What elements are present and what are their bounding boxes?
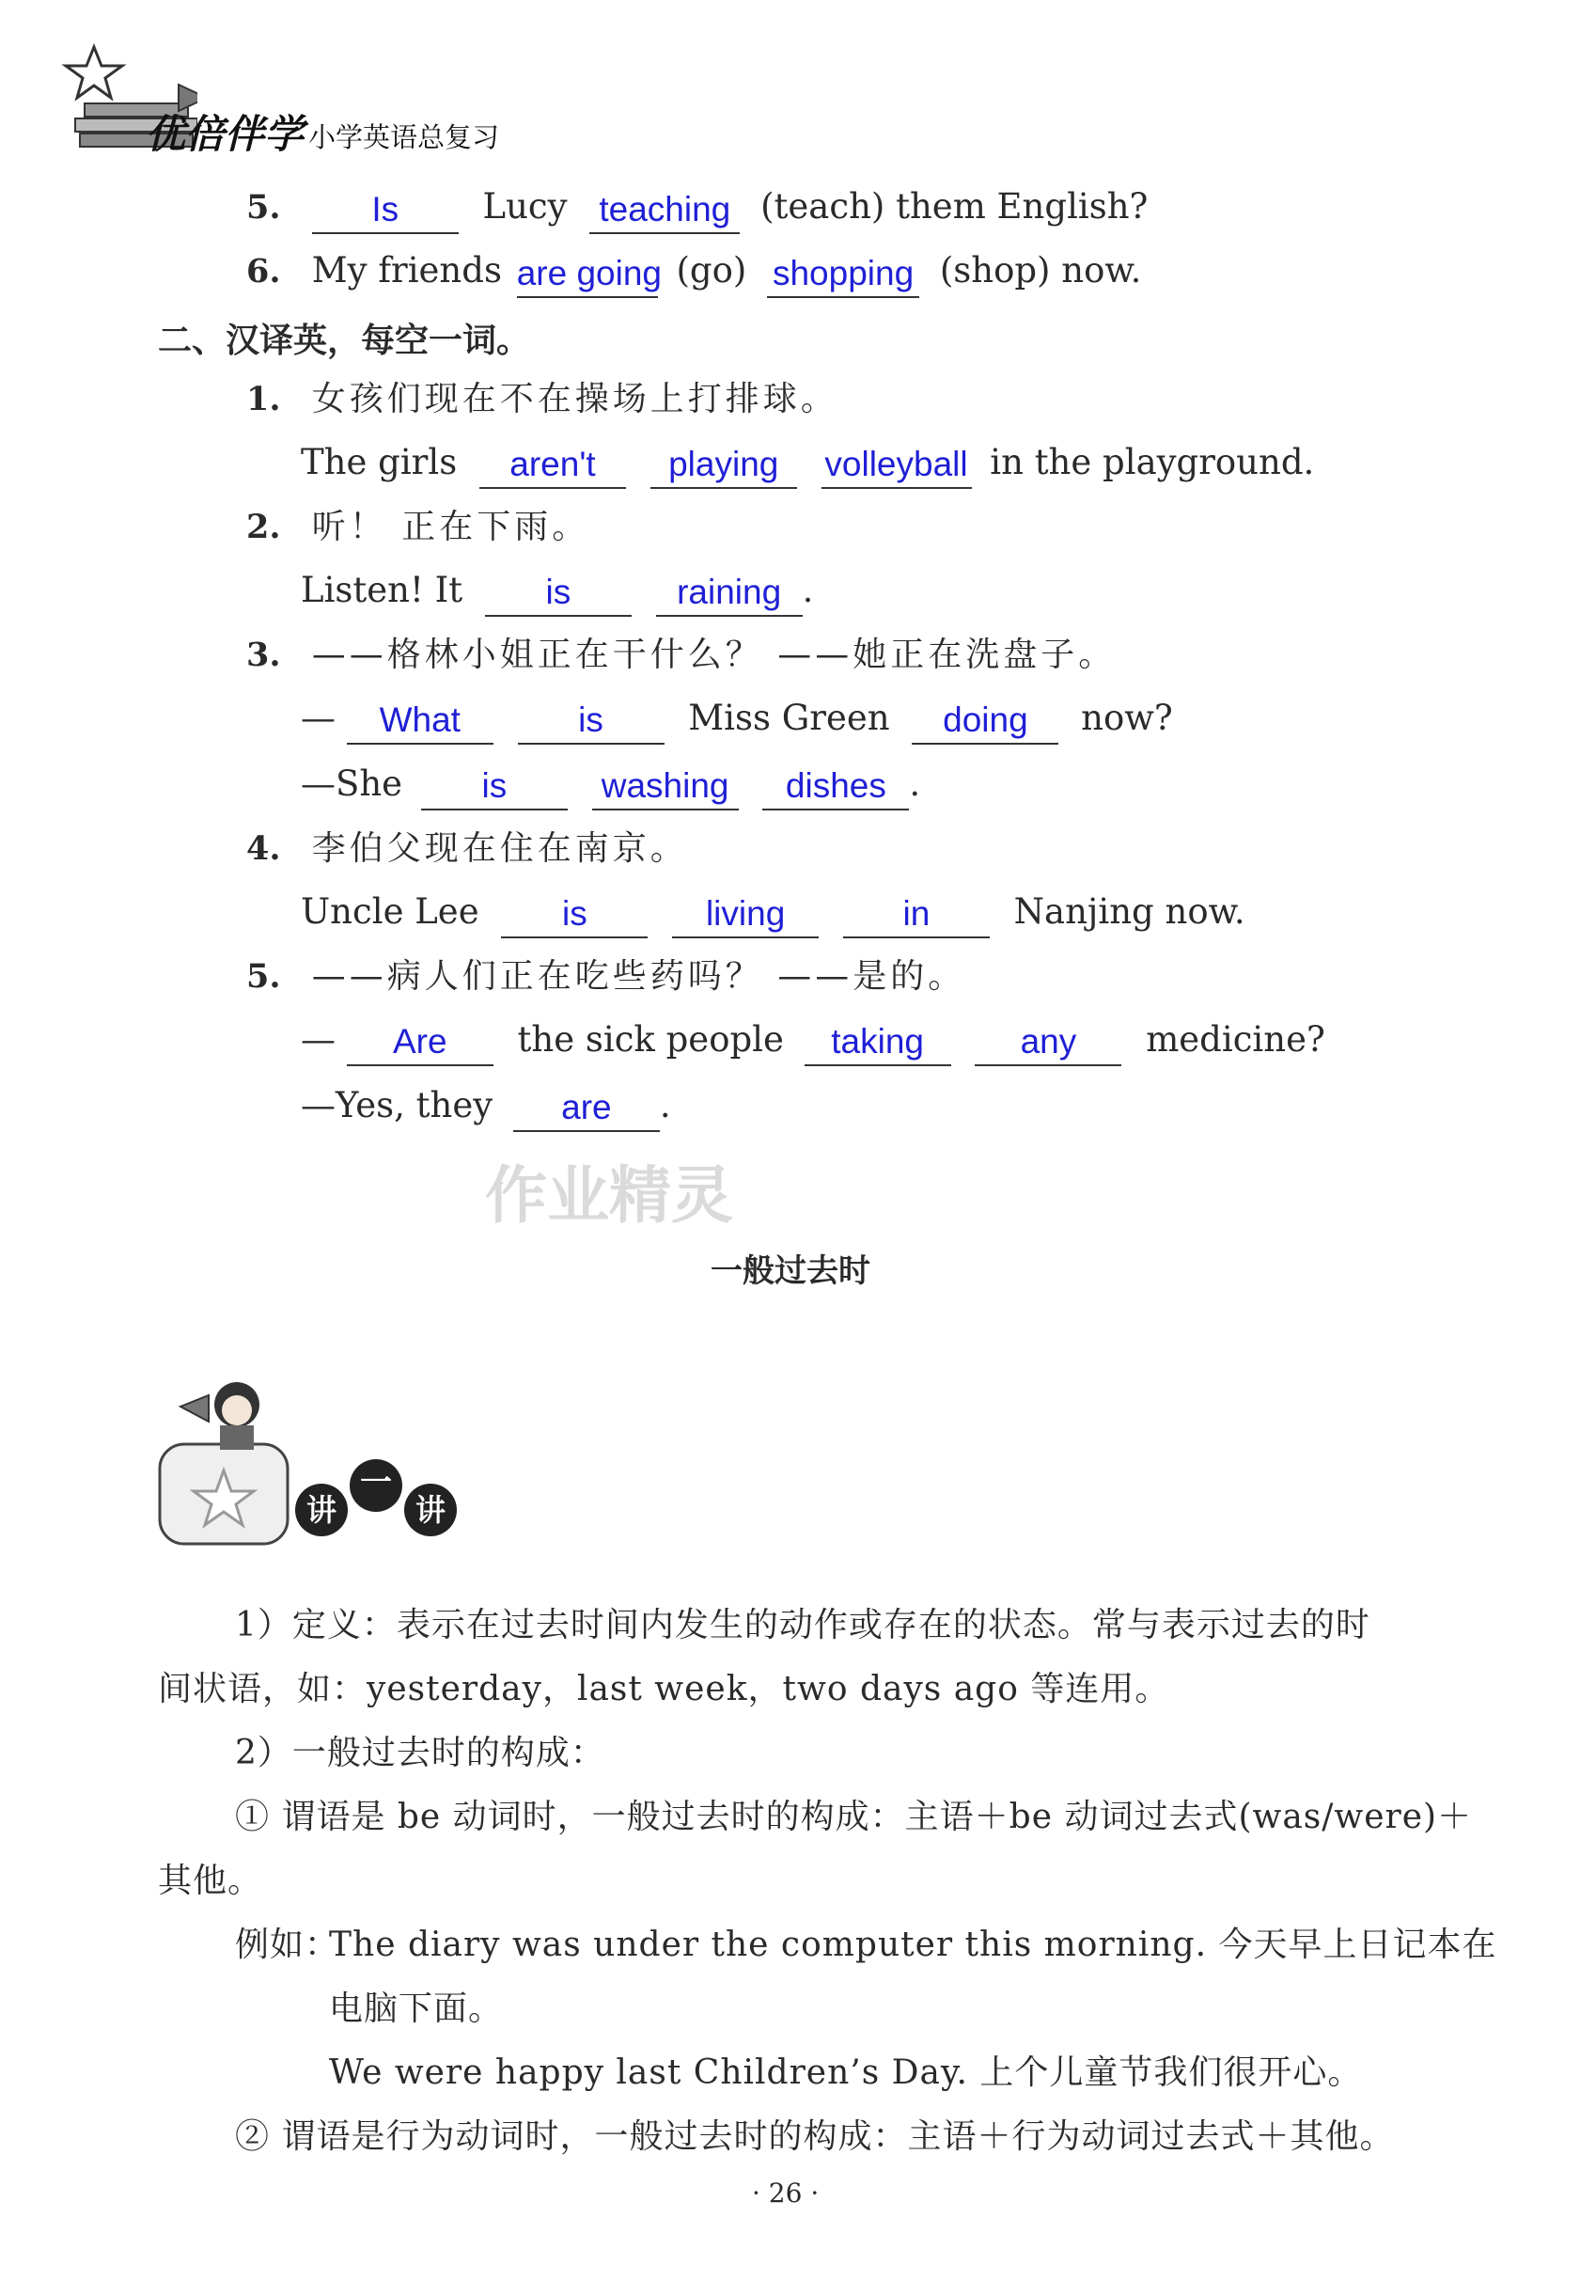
question-text: (teach) them English? [760,186,1149,227]
question-number: 5. [246,957,281,996]
example-1b: 电脑下面。 [329,1989,504,2028]
header-subtitle: 小学英语总复习 [308,121,500,153]
answer-blank [767,253,919,298]
s2-q5-cn [246,950,965,1002]
page-number: · 26 · [752,2178,820,2209]
dash: — [301,1019,336,1060]
answer-blank [479,444,626,489]
question-text: medicine? [1146,1019,1325,1060]
question-text: . [659,1085,671,1125]
s2-q3-en1 [301,692,1173,745]
question-number: 2. [246,508,281,546]
lecture-badge [154,1369,474,1548]
answer-text: are going [516,254,662,292]
para-structure: 2）一般过去时的构成： [235,1734,605,1772]
s1-q5 [246,181,1148,233]
question-text: —Yes, they [301,1085,493,1125]
answer-text: What [379,700,461,739]
answer-blank [589,189,740,234]
s2-q5-en2 [301,1079,671,1132]
question-text: Listen! It [301,570,463,610]
para-definition-2: 间状语，如：yesterday，last week，two days ago 等连用。 [158,1670,1170,1708]
answer-blank [347,1021,493,1066]
answer-text: Are [392,1022,447,1061]
dash: — [301,698,336,738]
question-text: The girls [301,442,458,482]
answer-blank [513,1087,660,1132]
answer-blank [485,572,632,617]
question-number: 3. [246,636,281,674]
answer-text: are [561,1088,612,1126]
answer-text: is [545,573,571,611]
answer-text: is [561,894,587,933]
question-text: Uncle Lee [301,891,479,932]
question-number: 1. [246,380,281,418]
topic-title: 一般过去时 [711,1252,870,1290]
question-text: (go) [676,250,747,291]
question-number: 4. [246,829,281,868]
s2-q2-cn [246,500,589,553]
answer-text: any [1020,1022,1077,1061]
answer-blank [762,765,909,810]
question-number: 5. [246,188,281,227]
question-text: Lucy [482,186,568,227]
answer-blank [516,253,662,298]
answer-blank [912,700,1058,745]
answer-blank [650,444,797,489]
question-text: (shop) now. [939,250,1142,291]
answer-text: shopping [772,254,915,292]
answer-text: living [705,894,786,933]
answer-blank [975,1021,1121,1066]
answer-text: taking [831,1022,925,1061]
para-rule2: ② 谓语是行为动词时，一般过去时的构成：主语＋行为动词过去式＋其他。 [235,2117,1395,2156]
badge-right: 讲 [404,1484,457,1536]
para-rule1-2: 其他。 [158,1862,263,1900]
answer-blank [312,189,459,234]
answer-blank [843,893,990,938]
question-text: . [802,570,814,610]
answer-text: aren't [509,445,596,483]
s1-q6 [246,244,1141,297]
answer-text: raining [677,573,782,611]
logo-text: 优倍伴学 [146,111,305,157]
example-1a: The diary was under the computer this morning. 今天早上日记本在 [329,1926,1497,1964]
s2-q3-en2 [301,758,920,810]
answer-text: washing [601,766,729,805]
question-text: Miss Green [688,698,890,738]
answer-blank [592,765,739,810]
question-text: in the playground. [990,442,1315,482]
answer-text: is [578,700,603,739]
example-label: 例如： [235,1926,340,1964]
s2-q2-en [301,564,813,617]
para-definition-1: 1）定义：表示在过去时间内发生的动作或存在的状态。常与表示过去的时 [235,1606,1370,1644]
question-number: 6. [246,252,281,291]
answer-blank [821,444,972,489]
answer-blank [347,700,493,745]
question-text: . [909,763,921,804]
question-text: Nanjing now. [1013,891,1245,932]
s2-q3-cn [246,628,1116,681]
header-logo [56,38,500,160]
section2-title: 二、汉译英，每空一词。 [158,322,531,360]
answer-blank [421,765,568,810]
answer-text: Is [371,190,399,228]
answer-text: teaching [599,190,731,228]
chinese-prompt: 听！ 正在下雨。 [311,508,590,546]
question-text: —She [301,763,403,804]
example-2: We were happy last Children’s Day. 上个儿童节我们很开心。 [329,2053,1363,2092]
answer-text: volleyball [824,445,968,483]
badge-middle: 一 [350,1459,402,1512]
chinese-prompt: 女孩们现在不在操场上打排球。 [311,380,838,418]
answer-text: dishes [785,766,886,805]
answer-text: playing [668,445,779,483]
question-text: My friends [311,250,502,291]
badge-left: 讲 [295,1484,348,1536]
question-text: the sick people [517,1019,784,1060]
chinese-prompt: 李伯父现在住在南京。 [311,829,688,868]
answer-text: doing [943,700,1028,739]
question-text: now? [1081,698,1173,738]
s2-q5-en1 [301,1014,1325,1066]
s2-q4-cn [246,822,688,874]
answer-blank [805,1021,951,1066]
answer-blank [501,893,648,938]
answer-blank [672,893,819,938]
answer-blank [518,700,665,745]
answer-text: is [481,766,508,805]
s2-q1-en [301,436,1314,489]
chinese-prompt: ——病人们正在吃些药吗？ ——是的。 [311,957,966,996]
chinese-prompt: ——格林小姐正在干什么？ ——她正在洗盘子。 [311,636,1117,674]
answer-text: in [902,894,931,933]
answer-blank [656,572,803,617]
watermark: 作业精灵 [485,1159,733,1232]
girl-megaphone-icon [154,1369,295,1548]
para-rule1-1: ① 谓语是 be 动词时，一般过去时的构成：主语＋be 动词过去式(was/were)＋ [235,1798,1473,1836]
s2-q4-en [301,886,1245,938]
s2-q1-cn [246,372,838,425]
